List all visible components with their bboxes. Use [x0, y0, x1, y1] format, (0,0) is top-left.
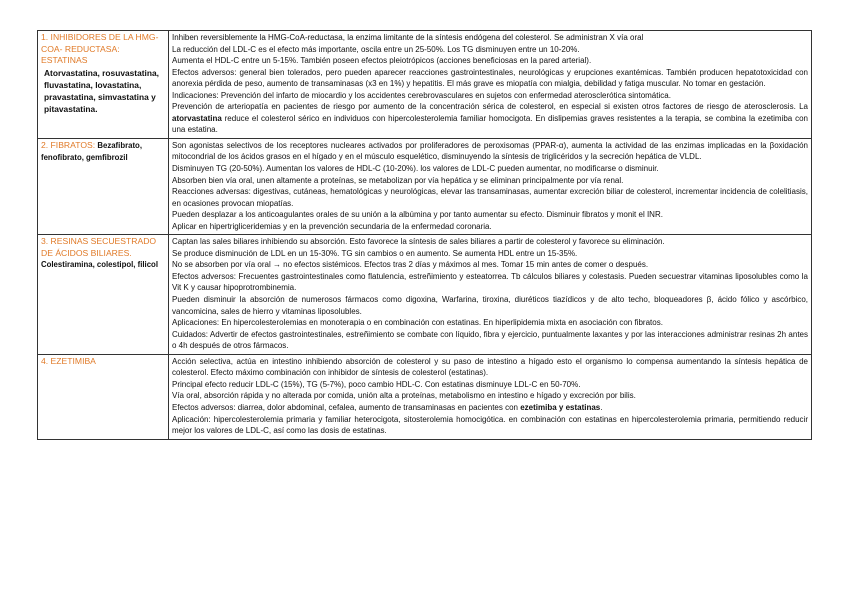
text-line: Aplicar en hipertrigliceridemias y en la prevención secundaria de la enfermedad coronaria. [172, 221, 492, 231]
text-line [172, 101, 808, 136]
drug-list: Atorvastatina, rosuvastatina, fluvastatina, lovastatina, pravastatina, simvastatina y pitavastatina. [44, 67, 159, 114]
text-line: Reacciones adversas: digestivas, cutáneas, hematológicas y neurológicas, elevar las transaminasas, aumentar excreción biliar de colesterol, incrementar incidencia de colelitiasis, en ocasiones provocan miopatías. [172, 187, 808, 208]
bold-term: atorvastatina [172, 113, 222, 123]
table-row [38, 235, 812, 354]
heading-block [41, 140, 165, 164]
table-row [38, 138, 812, 234]
text-line: Pueden desplazar a los anticoagulantes orales de su unión a la albúmina y por tanto aumentar su efecto. Disminuir fibratos y monit el INR. [172, 210, 663, 220]
row-content-cell [169, 138, 812, 234]
text-line [172, 402, 808, 414]
text-segment: reduce el colesterol sérico en individuos con hipercolesterolemia familiar homocigota. En dislipemias graves resistentes a la terapia, se combina la ezetimiba con una estatina. [172, 113, 808, 135]
text-segment: . [600, 402, 603, 412]
drug-list: Bezafibrato, fenofibrato, gemfibrozil [41, 140, 142, 162]
text-line: Efectos adversos: general bien tolerados, pero pueden aparecer reacciones gastrointestinales, neurológicas y erupciones exantémicas. También producen hepatotoxicidad con anorexia pérdida de peso, aumento de transaminasas (x3 en 1%) y hepatitis. El más grave es miopatía con mialgia, debilidad y fatiga muscular. No tomar en gestación. [172, 67, 808, 89]
row-content-cell [169, 354, 812, 439]
text-line: Efectos adversos: Frecuentes gastrointestinales como flatulencia, estreñimiento y esteatorrea. Tb cálculos biliares y colestasis. Pueden secuestrar vitaminas liposolubles como la Vit K y causar hipoprotrombinemia. [172, 271, 808, 293]
row-heading-cell [38, 235, 169, 354]
text-line: Vía oral, absorción rápida y no alterada por comida, unión alta a proteínas, metabolismo en intestino e hígado y excreción por bilis. [172, 391, 636, 401]
drug-table [37, 30, 812, 440]
row-heading-cell [38, 354, 169, 439]
row-content-cell [169, 31, 812, 139]
text-line: Indicaciones: Prevención del infarto de miocardio y los accidentes cerebrovasculares en sujetos con enfermedad aterosclerótica sintomática. [172, 90, 671, 100]
text-line: La reducción del LDL-C es el efecto más importante, oscila entre un 25-50%. Los TG disminuyen entre un 10-20%. [172, 44, 580, 54]
text-line: Aumenta el HDL-C entre un 5-15%. También poseen efectos pleiotrópicos (acciones beneficiosas en la pared arterial). [172, 56, 592, 66]
text-line: No se absorben por vía oral → no efectos sistémicos. Efectos tras 2 días y máximos al mes. Tomar 15 min antes de comer o después. [172, 260, 649, 270]
text-line: Inhiben reversiblemente la HMG-CoA-reductasa, la enzima limitante de la síntesis endógena del colesterol. Se administran X vía oral [172, 33, 644, 42]
section-title: 3. RESINAS SECUESTRADO DE ÁCIDOS BILIARES. [41, 236, 157, 258]
text-line: Pueden disminuir la absorción de numerosos fármacos como digoxina, Warfarina, tiroxina, diuréticos tiazídicos y de alto techo, bloqueadores β, ácido fólico y ascórbico, vancomicina, sales de hierro y vitaminas liposolubles. [172, 295, 808, 316]
text-line: Principal efecto reducir LDL-C (15%), TG (5-7%), poco cambio HDL-C. Con estatinas disminuye LDL-C en 50-70%. [172, 379, 581, 389]
row-content-cell [169, 235, 812, 354]
drug-list: Colestiramina, colestipol, filicol [41, 260, 158, 270]
text-line: Captan las sales biliares inhibiendo su absorción. Esto favorece la síntesis de sales biliares a partir de colesterol y favorece su eliminación. [172, 237, 665, 247]
text-line: Aplicación: hipercolesterolemia primaria y familiar heterocigota, sitosterolemia homocigótica. en combinación con estatinas en hipercolesterolemia primaria, permitiendo reducir mejor los valores de LDL-C, así como las dosis de estatinas. [172, 414, 808, 436]
text-line: Aplicaciones: En hipercolesterolemias en monoterapia o en combinación con estatinas. En hiperlipidemia mixta en asociación con fibratos. [172, 318, 663, 328]
row-heading-cell [38, 31, 169, 139]
text-line: Se produce disminución de LDL en un 15-30%. TG sin cambios o en aumento. Se aumenta HDL entre un 15-35%. [172, 248, 578, 258]
section-title: 2. FIBRATOS: [41, 139, 96, 150]
table-row [38, 31, 812, 139]
table-row [38, 354, 812, 439]
text-line: Absorben bien vía oral, unen altamente a proteínas, se metabolizan por vía hepática y se eliminan principalmente por vía renal. [172, 175, 624, 185]
text-line: Son agonistas selectivos de los receptores nucleares activados por proliferadores de peroxisomas (PPAR-α), aumenta la actividad de las enzimas implicadas en la βoxidación mitocondrial de los ácidos grasos en el hígado y en el músculo esquelético, disminuyendo la síntesis de triglicéridos y la secreción hepática de VLDL. [172, 140, 808, 162]
row-heading-cell [38, 138, 169, 234]
text-segment: Prevención de arteriopatía en pacientes de riesgo por aumento de la concentración sérica de colesterol, en especial si existen otros factores de riesgo de aterosclerosis. La [172, 102, 808, 112]
text-line: Disminuyen TG (20-50%). Aumentan los valores de HDL-C (10-20%). los valores de LDL-C pueden aumentar, no modificarse o disminuir. [172, 164, 659, 174]
text-segment: Efectos adversos: diarrea, dolor abdominal, cefalea, aumento de transaminasas en pacientes con [172, 402, 518, 412]
section-title: 1. INHIBIDORES DE LA HMG-COA- REDUCTASA: ESTATINAS [41, 32, 159, 65]
text-line: Cuidados: Advertir de efectos gastrointestinales, estreñimiento se combate con líquido, fibra y ejercicio, puntualmente laxantes y por las interacciones administrar resinas 2h antes o 4h después de otros fármacos. [172, 329, 808, 351]
section-title: 4. EZETIMIBA [41, 355, 96, 366]
text-line: Acción selectiva, actúa en intestino inhibiendo absorción de colesterol y su paso de intestino a hígado esto el organismo lo compensa aumentando la síntesis hepática de colesterol. Efecto máximo combinación con inhibidor de síntesis de colesterol (estatinas). [172, 356, 808, 378]
bold-term: ezetimiba y estatinas [520, 402, 601, 412]
